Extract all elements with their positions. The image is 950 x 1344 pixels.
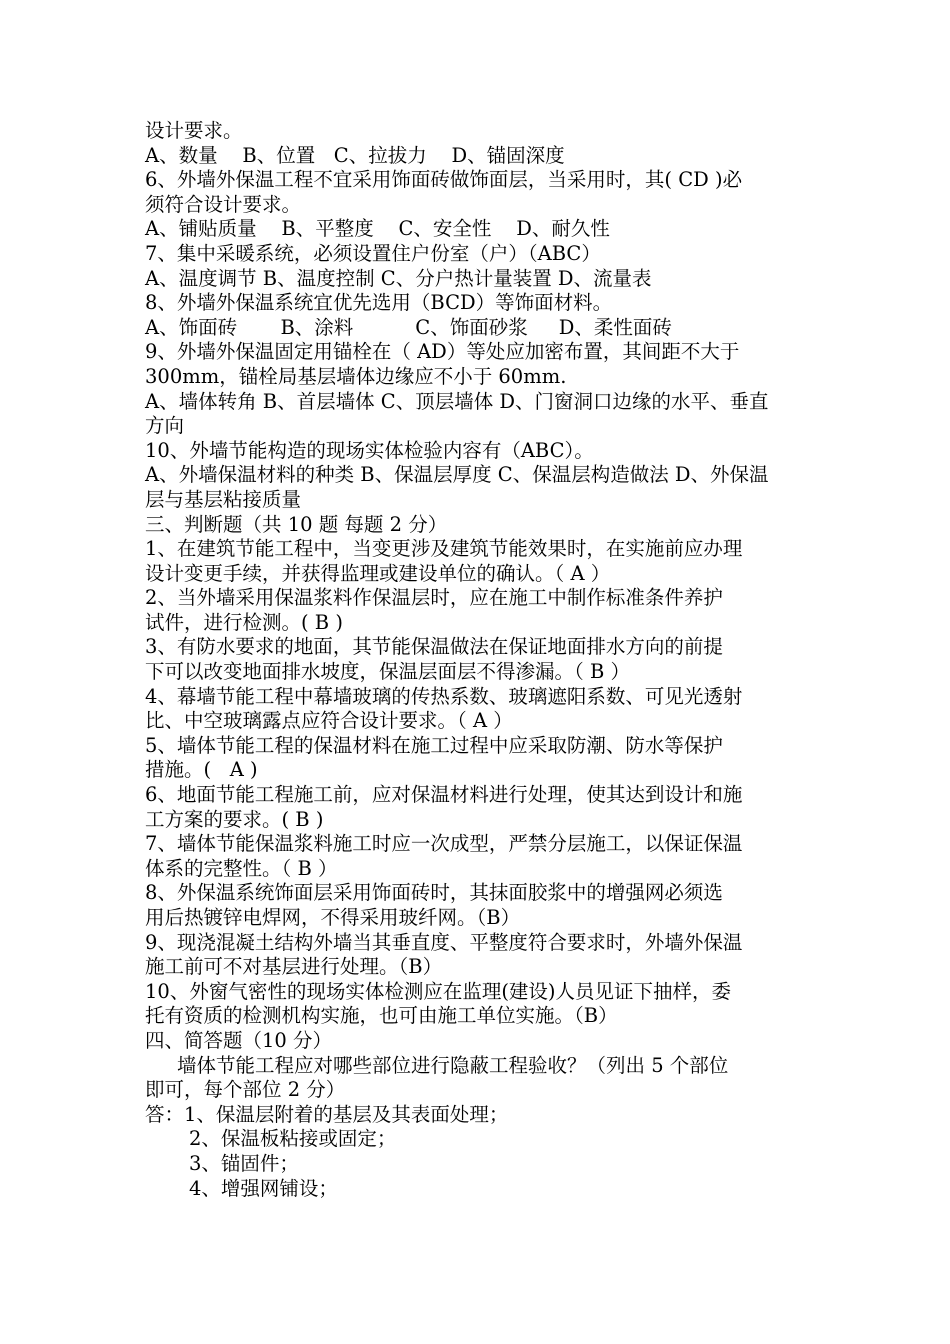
- question-line: 7、墙体节能保温浆料施工时应一次成型，严禁分层施工，以保证保温: [145, 832, 743, 856]
- question-line: 3、有防水要求的地面，其节能保温做法在保证地面排水方向的前提: [145, 635, 723, 659]
- question-line: 8、外保温系统饰面层采用饰面砖时，其抹面胶浆中的增强网必须选: [145, 881, 723, 905]
- options-line: A、墙体转角 B、首层墙体 C、顶层墙体 D、门窗洞口边缘的水平、垂直: [145, 389, 769, 413]
- options-line: A、数量 B、位置 C、拉拔力 D、锚固深度: [145, 143, 565, 167]
- question-line: 6、地面节能工程施工前，应对保温材料进行处理，使其达到设计和施: [145, 783, 743, 807]
- question-line: 试件，进行检测。( B ): [145, 610, 343, 634]
- question-line: 比、中空玻璃露点应符合设计要求。（ A ）: [145, 709, 513, 733]
- text-line: 设计要求。: [145, 119, 243, 142]
- question-line: 6、外墙外保温工程不宜采用饰面砖做饰面层，当采用时，其( CD )必: [145, 168, 743, 192]
- question-line: 8、外墙外保温系统宜优先选用（BCD）等饰面材料。: [145, 291, 613, 315]
- question-line: 托有资质的检测机构实施，也可由施工单位实施。（B）: [145, 1004, 618, 1028]
- question-line: 须符合设计要求。: [145, 192, 302, 216]
- answer-item: 答：1、保温层附着的基层及其表面处理；: [145, 1102, 509, 1126]
- question-line: 7、集中采暖系统，必须设置住户份室（户）（ABC）: [145, 241, 601, 265]
- question-line: 施工前可不对基层进行处理。（B）: [145, 955, 443, 979]
- section-heading: 四、简答题（10 分）: [145, 1028, 333, 1052]
- question-line: 工方案的要求。( B ): [145, 807, 324, 831]
- answer-item: 2、保温板粘接或固定；: [189, 1127, 397, 1151]
- options-line: A、温度调节 B、温度控制 C、分户热计量装置 D、流量表: [145, 266, 652, 290]
- question-line: 4、幕墙节能工程中幕墙玻璃的传热系数、玻璃遮阳系数、可见光透射: [145, 684, 743, 708]
- question-line: 措施。( A ): [145, 758, 258, 782]
- short-answer-question: 墙体节能工程应对哪些部位进行隐蔽工程验收？（列出 5 个部位: [177, 1053, 729, 1077]
- question-line: 设计变更手续，并获得监理或建设单位的确认。（ A ）: [145, 561, 611, 585]
- document-body: [145, 119, 815, 1201]
- question-line: 下可以改变地面排水坡度，保温层面层不得渗漏。（ B ）: [145, 660, 630, 684]
- options-line: A、铺贴质量 B、平整度 C、安全性 D、耐久性: [145, 217, 610, 241]
- question-line: 300mm，锚栓局基层墙体边缘应不小于 60mm.: [145, 364, 567, 388]
- answer-item: 4、增强网铺设；: [189, 1176, 338, 1200]
- short-answer-question: 即可，每个部位 2 分）: [145, 1078, 346, 1102]
- options-line: 方向: [145, 414, 185, 438]
- question-line: 10、外窗气密性的现场实体检测应在监理(建设)人员见证下抽样，委: [145, 979, 732, 1003]
- question-line: 1、在建筑节能工程中，当变更涉及建筑节能效果时，在实施前应办理: [145, 537, 743, 561]
- question-line: 2、当外墙采用保温浆料作保温层时，应在施工中制作标准条件养护: [145, 586, 723, 610]
- question-line: 用后热镀锌电焊网，不得采用玻纤网。（B）: [145, 906, 521, 929]
- question-line: 9、现浇混凝土结构外墙当其垂直度、平整度符合要求时，外墙外保温: [145, 930, 743, 954]
- question-line: 10、外墙节能构造的现场实体检验内容有（ABC）。: [145, 438, 594, 462]
- options-line: 层与基层粘接质量: [145, 487, 302, 511]
- question-line: 5、墙体节能工程的保温材料在施工过程中应采取防潮、防水等保护: [145, 733, 723, 757]
- answer-item: 3、锚固件；: [189, 1151, 299, 1175]
- section-heading: 三、判断题（共 10 题 每题 2 分）: [145, 512, 448, 536]
- question-line: 体系的完整性。（ B ）: [145, 856, 338, 880]
- options-line: A、饰面砖 B、涂料 C、饰面砂浆 D、柔性面砖: [145, 315, 672, 339]
- options-line: A、外墙保温材料的种类 B、保温层厚度 C、保温层构造做法 D、外保温: [145, 463, 769, 487]
- question-line: 9、外墙外保温固定用锚栓在（ AD）等处应加密布置，其间距不大于: [145, 340, 740, 364]
